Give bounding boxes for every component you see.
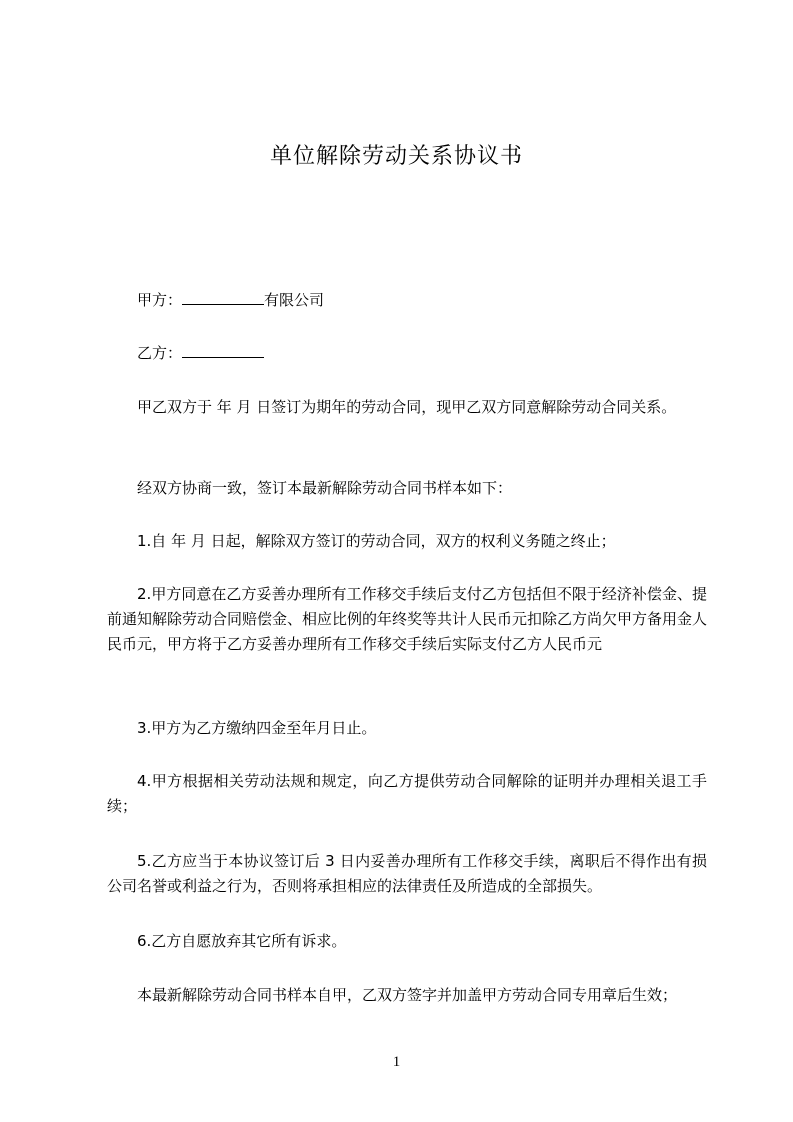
- clause-4: 4.甲方根据相关劳动法规和规定，向乙方提供劳动合同解除的证明并办理相关退工手续；: [107, 772, 707, 815]
- page-number: 1: [392, 1054, 401, 1070]
- party-a-label: 甲方：: [137, 291, 183, 309]
- document-title: 单位解除劳动关系协议书: [269, 144, 523, 169]
- party-a-blank: [182, 290, 264, 305]
- consensus-paragraph: 经双方协商一致，签订本最新解除劳动合同书样本如下：: [137, 479, 513, 497]
- clause-6: 6.乙方自愿放弃其它所有诉求。: [137, 932, 347, 950]
- party-b-line: [107, 341, 707, 366]
- party-a-suffix: 有限公司: [264, 291, 325, 309]
- closing-paragraph: 本最新解除劳动合同书样本自甲，乙双方签字并加盖甲方劳动合同专用章后生效；: [137, 986, 678, 1004]
- clause-2: 2.甲方同意在乙方妥善办理所有工作移交手续后支付乙方包括但不限于经济补偿金、提前通知解除劳动合同赔偿金、相应比例的年终奖等共计人民币元扣除乙方尚欠甲方备用金人民币元，甲方将于乙方妥善办理所有工作移交手续后实际支付乙方人民币元: [107, 585, 708, 653]
- intro-paragraph: 甲乙双方于 年 月 日签订为期年的劳动合同，现甲乙双方同意解除劳动合同关系。: [137, 398, 677, 416]
- party-b-label: 乙方：: [137, 344, 183, 362]
- clause-3: 3.甲方为乙方缴纳四金至年月日止。: [137, 719, 377, 737]
- party-a-line: [107, 288, 707, 313]
- clause-5: 5.乙方应当于本协议签订后 3 日内妥善办理所有工作移交手续，离职后不得作出有损公司名誉或利益之行为，否则将承担相应的法律责任及所造成的全部损失。: [107, 852, 707, 895]
- party-b-blank: [182, 343, 264, 358]
- clause-1: 1.自 年 月 日起，解除双方签订的劳动合同，双方的权利义务随之终止；: [137, 532, 616, 550]
